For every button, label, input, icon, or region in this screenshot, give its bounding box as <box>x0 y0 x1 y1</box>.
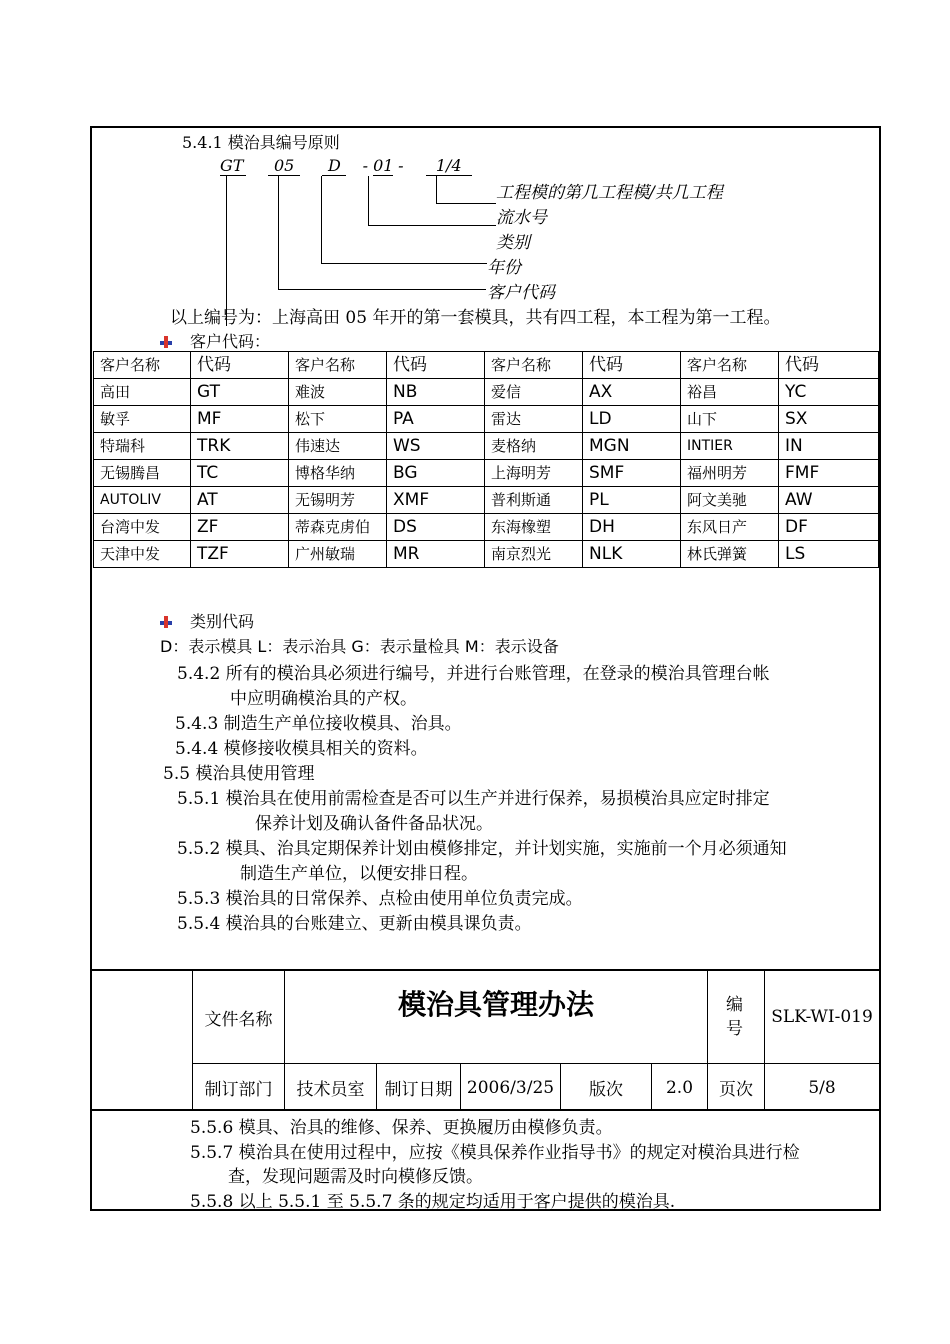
customer-code: PA <box>387 406 485 433</box>
number-label: 编号 <box>726 995 743 1039</box>
document-title: 模治具管理办法 <box>397 988 594 1021</box>
label-serial: 流水号 <box>496 208 547 228</box>
header-customer-name: 客户名称 <box>485 352 583 379</box>
para-552-cont: 制造生产单位，以便安排日程。 <box>240 864 478 884</box>
customer-name: 无锡明芳 <box>289 487 387 514</box>
customer-name: 难波 <box>289 379 387 406</box>
customer-code: FMF <box>779 460 879 487</box>
table-row <box>94 433 879 460</box>
customer-code: AT <box>191 487 289 514</box>
customer-code: MF <box>191 406 289 433</box>
table-row <box>94 379 879 406</box>
customer-code: LD <box>583 406 681 433</box>
connector-year-h <box>278 289 486 290</box>
customer-name: 山下 <box>681 406 779 433</box>
para-544: 5.4.4 模修接收模具相关的资料。 <box>175 739 428 759</box>
code-sep-2: - <box>398 156 404 175</box>
para-556: 5.5.6 模具、治具的维修、保养、更换履历由模修负责。 <box>190 1118 613 1138</box>
customer-name: AUTOLIV <box>94 487 191 514</box>
code-part-process: 1/4 <box>426 156 472 176</box>
customer-name: 特瑞科 <box>94 433 191 460</box>
customer-code: IN <box>779 433 879 460</box>
code-part-year: 05 <box>268 156 300 176</box>
customer-name: 雷达 <box>485 406 583 433</box>
customer-name: 无锡腾昌 <box>94 460 191 487</box>
customer-name: 普利斯通 <box>485 487 583 514</box>
dept-label: 制订部门 <box>204 1080 273 1100</box>
customer-name: 南京烈光 <box>485 541 583 568</box>
dept-value: 技术员室 <box>296 1080 365 1100</box>
table-row <box>94 406 879 433</box>
customer-name: 广州敏瑞 <box>289 541 387 568</box>
version-value: 2.0 <box>665 1077 694 1098</box>
document-number: SLK-WI-019 <box>771 1007 873 1027</box>
customer-name: 松下 <box>289 406 387 433</box>
header-customer-name: 客户名称 <box>289 352 387 379</box>
customer-code: MGN <box>583 433 681 460</box>
customer-name: 东海橡塑 <box>485 514 583 541</box>
customer-code: DH <box>583 514 681 541</box>
customer-name: 麦格纳 <box>485 433 583 460</box>
connector-process-v <box>436 176 437 204</box>
customer-name: 高田 <box>94 379 191 406</box>
bullet-icon <box>160 336 172 348</box>
customer-code: ZF <box>191 514 289 541</box>
table-row <box>94 541 879 568</box>
customer-code: AW <box>779 487 879 514</box>
para-553: 5.5.3 模治具的日常保养、点检由使用单位负责完成。 <box>177 889 583 909</box>
customer-name: 裕昌 <box>681 379 779 406</box>
code-example: 以上编号为：上海高田 05 年开的第一套模具，共有四工程，本工程为第一工程。 <box>170 308 781 328</box>
connector-category-h <box>321 263 487 264</box>
customer-code: BG <box>387 460 485 487</box>
para-554: 5.5.4 模治具的台账建立、更新由模具课负责。 <box>177 914 532 934</box>
page-number: 5/8 <box>808 1077 836 1098</box>
table-row <box>94 514 879 541</box>
label-year: 年份 <box>487 258 521 278</box>
code-diagram <box>220 156 472 176</box>
customer-name: 天津中发 <box>94 541 191 568</box>
para-557-cont: 查，发现问题需及时向模修反馈。 <box>228 1167 483 1187</box>
section-541-heading: 5.4.1 模治具编号原则 <box>182 133 340 152</box>
connector-process-h <box>436 203 496 204</box>
para-551-cont: 保养计划及确认备件备品状况。 <box>255 814 493 834</box>
code-sep-1: - <box>362 156 368 175</box>
code-part-category: D <box>322 156 346 176</box>
para-542-cont: 中应明确模治具的产权。 <box>230 689 417 709</box>
customer-code: YC <box>779 379 879 406</box>
header-customer-name: 客户名称 <box>681 352 779 379</box>
customer-name: 上海明芳 <box>485 460 583 487</box>
label-process: 工程模的第几工程模/共几工程 <box>496 183 723 203</box>
para-552: 5.5.2 模具、治具定期保养计划由模修排定，并计划实施，实施前一个月必须通知 <box>177 839 787 859</box>
customer-name: 福州明芳 <box>681 460 779 487</box>
customer-code: XMF <box>387 487 485 514</box>
document-footer <box>90 969 881 1111</box>
customer-name: 蒂森克虏伯 <box>289 514 387 541</box>
customer-code-table <box>93 351 879 568</box>
date-value: 2006/3/25 <box>466 1077 555 1098</box>
customer-code: AX <box>583 379 681 406</box>
category-definitions: D：表示模具 L：表示治具 G：表示量检具 M：表示设备 <box>160 637 559 656</box>
customer-code: PL <box>583 487 681 514</box>
customer-name: 敏孚 <box>94 406 191 433</box>
customer-code: NB <box>387 379 485 406</box>
table-row <box>94 460 879 487</box>
date-label: 制订日期 <box>384 1080 453 1100</box>
para-551: 5.5.1 模治具在使用前需检查是否可以生产并进行保养，易损模治具应定时排定 <box>177 789 770 809</box>
customer-name: 林氏弹簧 <box>681 541 779 568</box>
para-557: 5.5.7 模治具在使用过程中，应按《模具保养作业指导书》的规定对模治具进行检 <box>190 1143 800 1163</box>
header-code: 代码 <box>387 352 485 379</box>
connector-category-v <box>321 176 322 264</box>
customer-code: SMF <box>583 460 681 487</box>
section-55-heading: 5.5 模治具使用管理 <box>163 764 315 784</box>
para-542: 5.4.2 所有的模治具必须进行编号，并进行台账管理，在登录的模治具管理台帐 <box>177 664 770 684</box>
customer-code: LS <box>779 541 879 568</box>
customer-code: NLK <box>583 541 681 568</box>
para-543: 5.4.3 制造生产单位接收模具、治具。 <box>175 714 462 734</box>
page-label: 页次 <box>719 1080 753 1100</box>
bullet-icon <box>160 616 172 628</box>
header-code: 代码 <box>191 352 289 379</box>
customer-name: 伟速达 <box>289 433 387 460</box>
connector-year-v <box>278 176 279 290</box>
customer-code: GT <box>191 379 289 406</box>
customer-code: DS <box>387 514 485 541</box>
customer-name: 阿文美驰 <box>681 487 779 514</box>
header-customer-name: 客户名称 <box>94 352 191 379</box>
code-part-serial: 01 <box>373 156 394 175</box>
customer-code: MR <box>387 541 485 568</box>
customer-name: 台湾中发 <box>94 514 191 541</box>
header-code: 代码 <box>779 352 879 379</box>
customer-code: DF <box>779 514 879 541</box>
para-558: 5.5.8 以上 5.5.1 至 5.5.7 条的规定均适用于客户提供的模治具. <box>190 1192 676 1212</box>
table-row <box>94 487 879 514</box>
customer-code: TZF <box>191 541 289 568</box>
version-label: 版次 <box>589 1080 623 1100</box>
label-customer: 客户代码 <box>487 283 555 303</box>
customer-name: 爱信 <box>485 379 583 406</box>
customer-name: 东风日产 <box>681 514 779 541</box>
customer-code: SX <box>779 406 879 433</box>
customer-name: INTIER <box>681 433 779 460</box>
customer-code: TRK <box>191 433 289 460</box>
header-code: 代码 <box>583 352 681 379</box>
table-header-row <box>94 352 879 379</box>
customer-code: TC <box>191 460 289 487</box>
file-name-label: 文件名称 <box>204 1009 273 1030</box>
code-part-customer: GT <box>220 156 246 176</box>
label-category: 类别 <box>496 233 530 253</box>
category-heading: 类别代码 <box>160 609 254 632</box>
connector-serial-h <box>368 225 496 226</box>
connector-serial-v <box>368 176 369 226</box>
customer-code: WS <box>387 433 485 460</box>
customer-code-heading: 客户代码： <box>160 329 270 352</box>
customer-name: 博格华纳 <box>289 460 387 487</box>
